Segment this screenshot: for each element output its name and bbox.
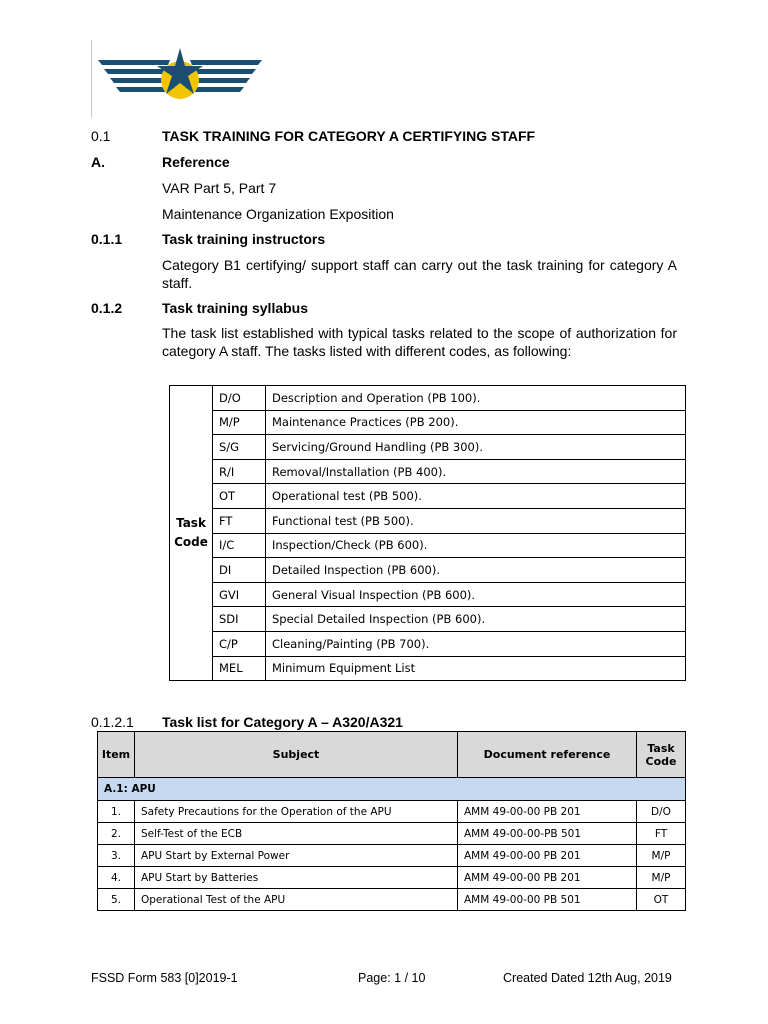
row-item: 5.: [98, 889, 135, 911]
header-item: Item: [98, 732, 135, 778]
table-row: [98, 867, 686, 889]
task-code: SDI: [213, 607, 266, 632]
section-row: [98, 778, 686, 801]
section-number-a: A.: [91, 154, 105, 170]
task-code: S/G: [213, 435, 266, 460]
task-code: FT: [213, 508, 266, 533]
table-row: [98, 823, 686, 845]
row-task-code: M/P: [637, 867, 686, 889]
section-label: A.1: APU: [98, 778, 686, 801]
task-code-description: Removal/Installation (PB 400).: [266, 459, 686, 484]
row-subject: Safety Precautions for the Operation of the APU: [135, 801, 458, 823]
header-subject: Subject: [135, 732, 458, 778]
task-code-row: [170, 607, 686, 632]
task-code-description: Detailed Inspection (PB 600).: [266, 558, 686, 583]
task-code: D/O: [213, 386, 266, 411]
row-docref: AMM 49-00-00 PB 201: [458, 867, 637, 889]
task-code-row: [170, 386, 686, 411]
task-code-description: Minimum Equipment List: [266, 656, 686, 681]
section-title-syllabus: Task training syllabus: [162, 300, 309, 316]
section-number-0-1: 0.1: [91, 128, 111, 144]
footer-created: Created Dated 12th Aug, 2019: [503, 971, 672, 985]
table-row: [98, 889, 686, 911]
row-item: 2.: [98, 823, 135, 845]
section-title-instructors: Task training instructors: [162, 231, 326, 247]
caav-logo: [90, 38, 270, 118]
task-code-description: Functional test (PB 500).: [266, 508, 686, 533]
section-number-0-1-2: 0.1.2: [91, 300, 123, 316]
task-code-description: Special Detailed Inspection (PB 600).: [266, 607, 686, 632]
task-code-description: Operational test (PB 500).: [266, 484, 686, 509]
task-code-description: Inspection/Check (PB 600).: [266, 533, 686, 558]
row-docref: AMM 49-00-00 PB 201: [458, 845, 637, 867]
task-code: OT: [213, 484, 266, 509]
footer-form: FSSD Form 583 [0]2019-1: [91, 971, 238, 985]
task-code: DI: [213, 558, 266, 583]
reference-line: VAR Part 5, Part 7: [162, 180, 277, 196]
task-code-description: Description and Operation (PB 100).: [266, 386, 686, 411]
section-number-0-1-1: 0.1.1: [91, 231, 123, 247]
task-code-row: [170, 631, 686, 656]
section-title-task-list: Task list for Category A – A320/A321: [162, 714, 403, 730]
task-code-label-line2: Code: [174, 535, 208, 550]
row-task-code: OT: [637, 889, 686, 911]
row-subject: Operational Test of the APU: [135, 889, 458, 911]
task-code-description: Cleaning/Painting (PB 700).: [266, 631, 686, 656]
section-number-0-1-2-1: 0.1.2.1: [91, 714, 134, 730]
task-code-table: [169, 385, 686, 681]
table-row: [98, 801, 686, 823]
footer-page: Page: 1 / 10: [358, 971, 426, 985]
task-code: MEL: [213, 656, 266, 681]
instructors-paragraph: Category B1 certifying/ support staff can carry out the task training for category A staff.: [162, 257, 677, 291]
row-task-code: D/O: [637, 801, 686, 823]
task-code: C/P: [213, 631, 266, 656]
task-code: GVI: [213, 582, 266, 607]
row-docref: AMM 49-00-00 PB 501: [458, 889, 637, 911]
row-subject: APU Start by Batteries: [135, 867, 458, 889]
task-code-label: [170, 386, 213, 681]
row-item: 1.: [98, 801, 135, 823]
row-docref: AMM 49-00-00-PB 501: [458, 823, 637, 845]
reference-line: Maintenance Organization Exposition: [162, 206, 394, 222]
task-code: M/P: [213, 410, 266, 435]
task-code-row: [170, 508, 686, 533]
row-subject: APU Start by External Power: [135, 845, 458, 867]
header-task-code-line1: Task: [647, 741, 675, 755]
task-code-description: Servicing/Ground Handling (PB 300).: [266, 435, 686, 460]
section-title-0-1: TASK TRAINING FOR CATEGORY A CERTIFYING STAFF: [162, 128, 536, 144]
task-code-row: [170, 533, 686, 558]
task-code-row: [170, 582, 686, 607]
row-item: 3.: [98, 845, 135, 867]
task-code-row: [170, 459, 686, 484]
table-row: [98, 845, 686, 867]
row-subject: Self-Test of the ECB: [135, 823, 458, 845]
task-list-table: [97, 731, 686, 911]
row-docref: AMM 49-00-00 PB 201: [458, 801, 637, 823]
row-task-code: M/P: [637, 845, 686, 867]
section-title-reference: Reference: [162, 154, 230, 170]
task-code: R/I: [213, 459, 266, 484]
row-item: 4.: [98, 867, 135, 889]
task-code-row: [170, 656, 686, 681]
task-code-description: Maintenance Practices (PB 200).: [266, 410, 686, 435]
task-code-row: [170, 410, 686, 435]
header-task-code-line2: Code: [645, 754, 677, 768]
task-code-row: [170, 558, 686, 583]
header-task-code: [637, 732, 686, 778]
task-code-description: General Visual Inspection (PB 600).: [266, 582, 686, 607]
task-code-row: [170, 484, 686, 509]
row-task-code: FT: [637, 823, 686, 845]
task-code-row: [170, 435, 686, 460]
task-code-label-line1: Task: [176, 516, 206, 531]
task-code: I/C: [213, 533, 266, 558]
syllabus-paragraph: The task list established with typical tasks related to the scope of authorization for category A staff. The tasks listed with different codes, as following:: [162, 325, 677, 359]
header-docref: Document reference: [458, 732, 637, 778]
